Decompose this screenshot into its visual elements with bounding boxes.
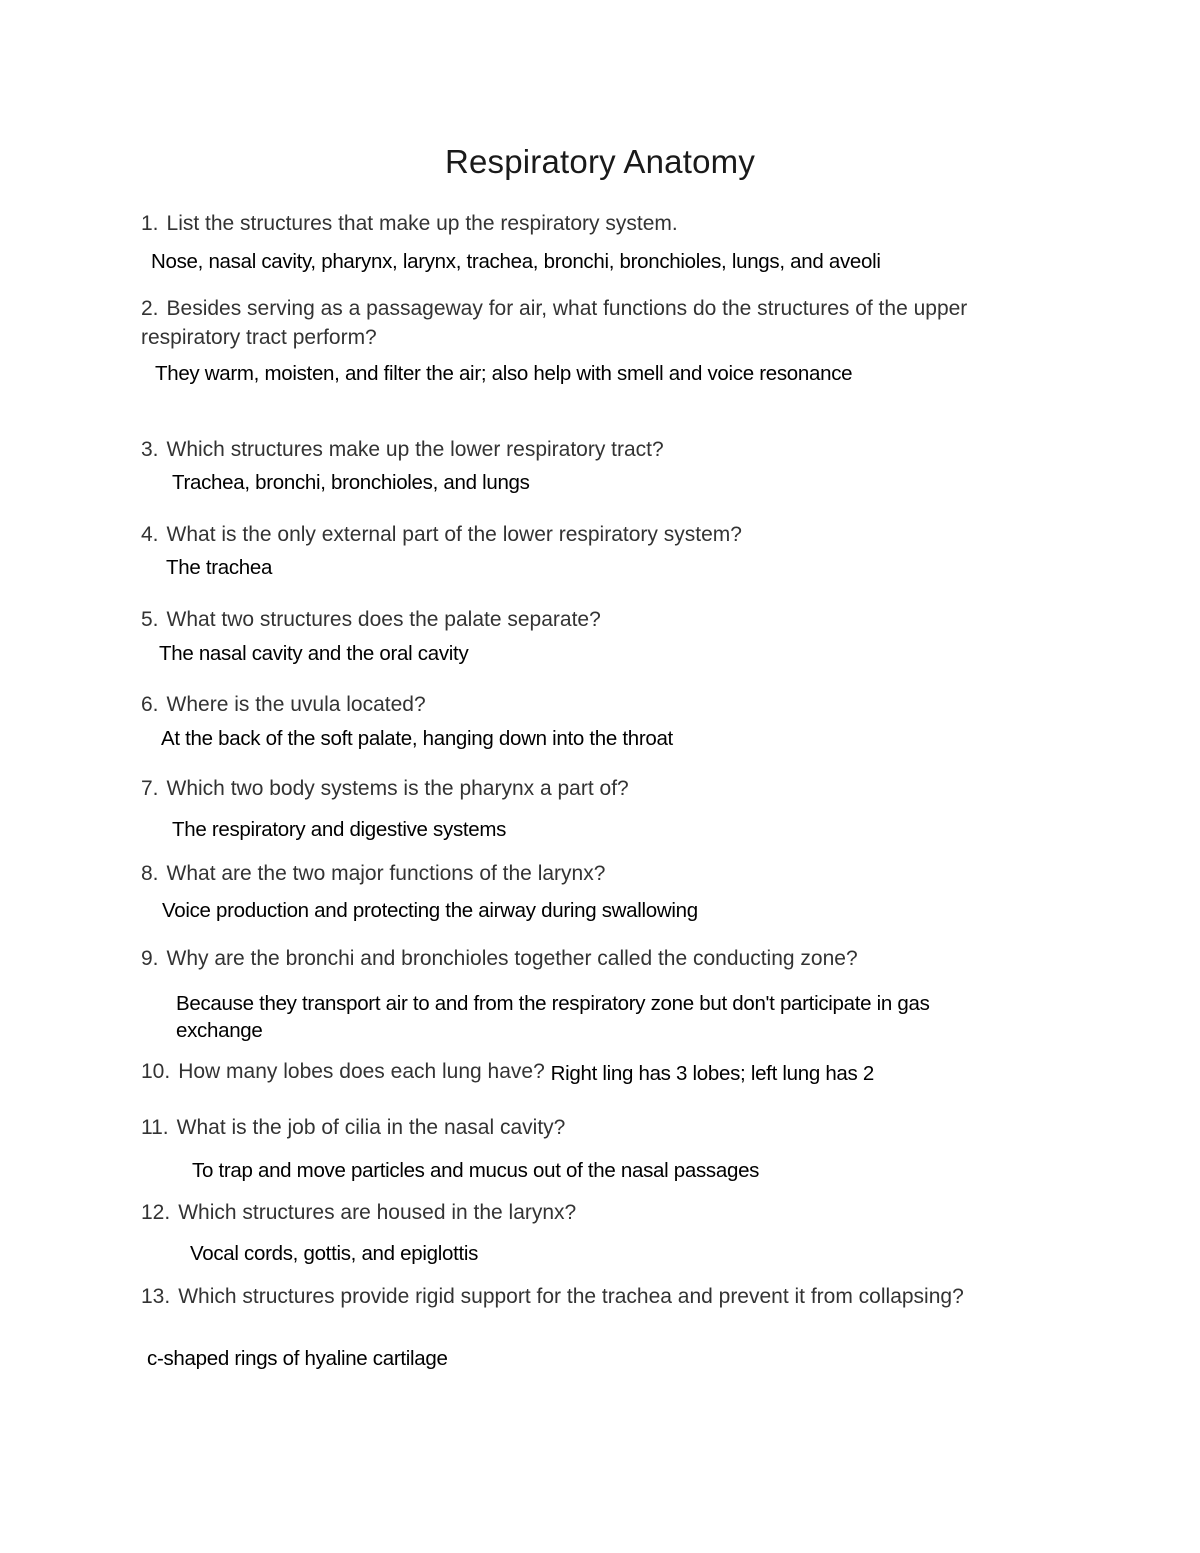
answer-4: The trachea — [166, 556, 273, 579]
question-number: 8. — [141, 862, 159, 885]
question-text: What are the two major functions of the larynx? — [166, 862, 606, 885]
question-number: 9. — [141, 947, 159, 970]
question-text: Which structures make up the lower respiratory tract? — [166, 438, 664, 461]
question-12 — [141, 1198, 1021, 1227]
answer-10: Right ling has 3 lobes; left lung has 2 — [550, 1062, 874, 1085]
answer-5: The nasal cavity and the oral cavity — [159, 642, 469, 665]
question-text: Where is the uvula located? — [166, 693, 426, 716]
answer-13: c-shaped rings of hyaline cartilage — [147, 1347, 448, 1370]
answer-11: To trap and move particles and mucus out of the nasal passages — [192, 1159, 760, 1182]
answer-12: Vocal cords, gottis, and epiglottis — [190, 1242, 479, 1265]
question-11 — [141, 1113, 1021, 1142]
question-2 — [141, 294, 1021, 352]
answer-3: Trachea, bronchi, bronchioles, and lungs — [172, 471, 530, 494]
page-title: Respiratory Anatomy — [444, 143, 756, 180]
question-text: Which structures provide rigid support for the trachea and prevent it from collapsing? — [178, 1285, 964, 1308]
answer-1: Nose, nasal cavity, pharynx, larynx, trachea, bronchi, bronchioles, lungs, and aveoli — [151, 250, 881, 273]
question-number: 6. — [141, 693, 159, 716]
question-number: 11. — [141, 1116, 169, 1139]
question-number: 7. — [141, 777, 159, 800]
question-number: 13. — [141, 1285, 171, 1308]
answer-6: At the back of the soft palate, hanging down into the throat — [161, 727, 673, 750]
question-13 — [141, 1282, 971, 1311]
answer-2: They warm, moisten, and filter the air; also help with smell and voice resonance — [155, 362, 853, 385]
question-number: 2. — [141, 297, 159, 320]
question-text: Which two body systems is the pharynx a part of? — [166, 777, 629, 800]
question-text: Why are the bronchi and bronchioles together called the conducting zone? — [166, 947, 858, 970]
question-6 — [141, 690, 1021, 719]
question-text: What is the only external part of the lower respiratory system? — [166, 523, 742, 546]
question-text: How many lobes does each lung have? — [178, 1060, 545, 1083]
question-number: 4. — [141, 523, 159, 546]
question-number: 1. — [141, 212, 159, 235]
question-text: Besides serving as a passageway for air, what functions do the structures of the upper respiratory tract perform? — [141, 297, 968, 349]
question-3 — [141, 435, 1021, 464]
answer-9: Because they transport air to and from the respiratory zone but don't participate in gas exchange — [176, 992, 930, 1042]
question-text: Which structures are housed in the larynx? — [178, 1201, 577, 1224]
question-text: What two structures does the palate separate? — [166, 608, 601, 631]
answer-8: Voice production and protecting the airway during swallowing — [162, 899, 698, 922]
question-5 — [141, 605, 1021, 634]
answer-7: The respiratory and digestive systems — [172, 818, 507, 841]
question-number: 5. — [141, 608, 159, 631]
question-number: 10. — [141, 1060, 171, 1083]
question-number: 12. — [141, 1201, 171, 1224]
question-10 — [141, 1057, 1021, 1086]
question-1 — [141, 209, 1021, 238]
question-9 — [141, 944, 1021, 973]
question-7 — [141, 774, 1021, 803]
question-4 — [141, 520, 1021, 549]
question-text: What is the job of cilia in the nasal cavity? — [176, 1116, 566, 1139]
question-8 — [141, 859, 1021, 888]
question-text: List the structures that make up the respiratory system. — [166, 212, 678, 235]
question-number: 3. — [141, 438, 159, 461]
